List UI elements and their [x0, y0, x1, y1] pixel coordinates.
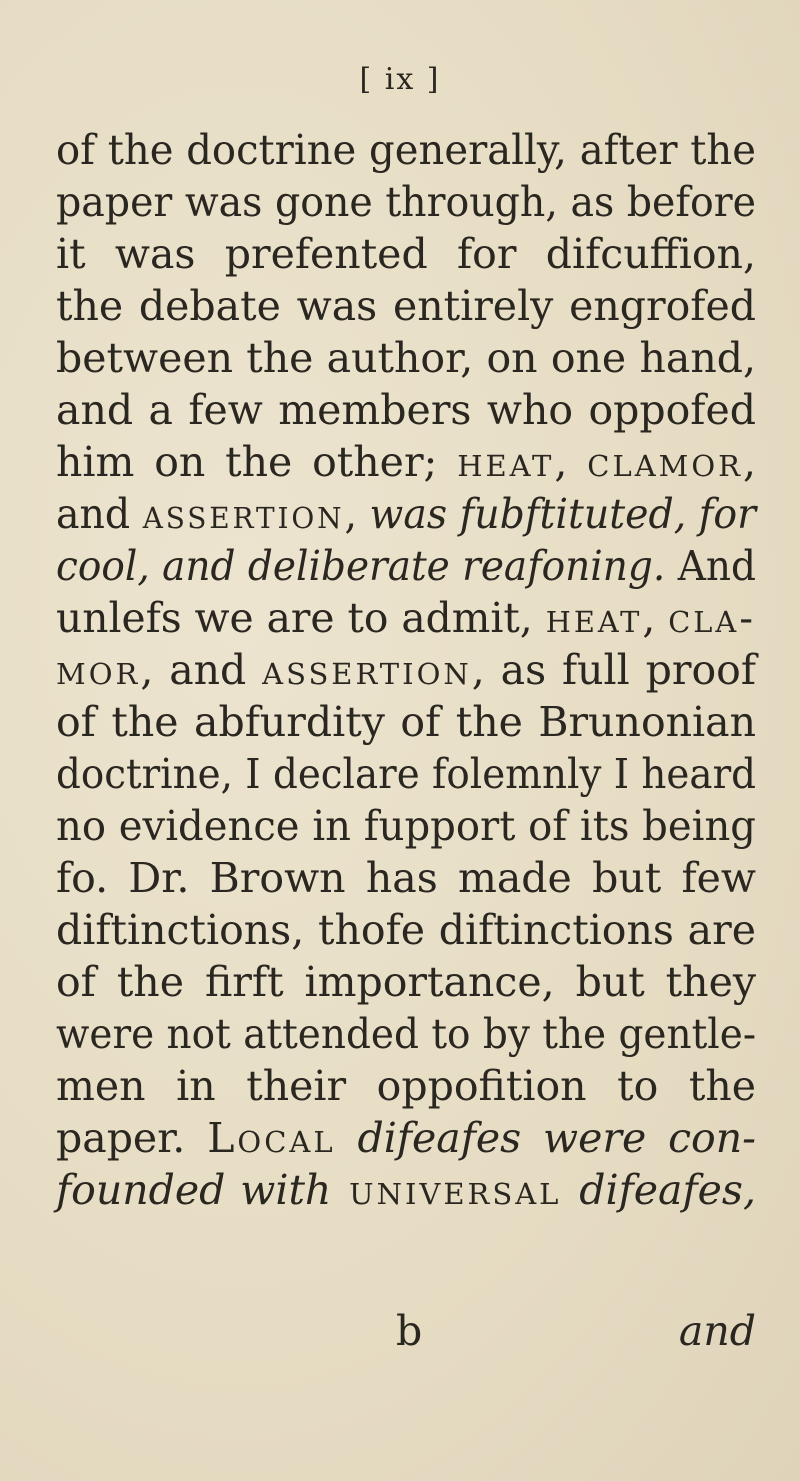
text-run: it was prefented for difcuffion, [56, 230, 756, 278]
text-run: doctrine, I declare folemnly I heard [56, 750, 756, 798]
text-run: was fubftituted, for [369, 490, 756, 538]
text-run: and a few members who oppofed [56, 386, 756, 434]
text-line [56, 436, 756, 488]
text-line [56, 1008, 756, 1060]
text-run: paper. [56, 1114, 208, 1162]
text-line [56, 852, 756, 904]
text-run: , [344, 490, 370, 538]
signature-mark: b [396, 1307, 423, 1355]
catchword: and [678, 1307, 756, 1355]
text-run: diftinctions, thofe diftinctions are [56, 906, 756, 954]
text-run: of the doctrine generally, after the [56, 126, 756, 174]
text-line [56, 176, 756, 228]
text-run: heat [457, 438, 555, 486]
text-run: , and [140, 646, 263, 694]
text-line [56, 1060, 756, 1112]
text-run: unlefs we are to admit, [56, 594, 546, 642]
page-number: [ ix ] [359, 62, 441, 97]
text-run: fo. Dr. Brown has made but few [56, 854, 756, 902]
text-line [56, 228, 756, 280]
text-line [56, 332, 756, 384]
text-line [56, 956, 756, 1008]
text-run: difeafes were con- [335, 1114, 756, 1162]
text-run: And [665, 542, 756, 590]
text-run: no evidence in fupport of its being [56, 802, 756, 850]
text-run: difeafes, [579, 1166, 756, 1214]
text-run: him on the other; [56, 438, 458, 486]
text-line [56, 644, 756, 696]
text-line [56, 124, 756, 176]
text-run: assertion [262, 646, 472, 694]
text-run: heat [545, 594, 643, 642]
text-line [56, 280, 756, 332]
text-run: men in their oppofition to the [56, 1062, 756, 1110]
text-line [56, 384, 756, 436]
text-run: cool, and deliberate reafoning. [56, 542, 666, 590]
text-line [56, 1164, 756, 1216]
text-run: founded with [56, 1166, 332, 1214]
text-run: , as full proof [471, 646, 756, 694]
text-run: of the abfurdity of the Brunonian [56, 698, 756, 746]
text-line [56, 592, 756, 644]
text-run: , [642, 594, 669, 642]
footer [56, 1305, 756, 1357]
text-run: assertion [142, 490, 345, 538]
text-run: Local [207, 1114, 336, 1162]
text-line [56, 1112, 756, 1164]
text-run: were not attended to by the gentle- [56, 1010, 756, 1058]
text-run: paper was gone through, as before [56, 178, 756, 226]
text-run: and [56, 490, 143, 538]
text-run: clamor [587, 438, 743, 486]
text-run: , [742, 438, 756, 486]
text-line [56, 904, 756, 956]
text-run: universal [331, 1166, 580, 1214]
text-run: between the author, on one hand, [56, 334, 756, 382]
text-run: , [554, 438, 588, 486]
text-line [56, 800, 756, 852]
text-line [56, 748, 756, 800]
text-line [56, 696, 756, 748]
body-text [56, 124, 756, 1216]
text-run: of the firft importance, but they [56, 958, 756, 1006]
text-line [56, 488, 756, 540]
text-run: cla- [668, 594, 756, 642]
text-line [56, 540, 756, 592]
text-run: mor [56, 646, 141, 694]
text-run: the debate was entirely engrofed [56, 282, 756, 330]
